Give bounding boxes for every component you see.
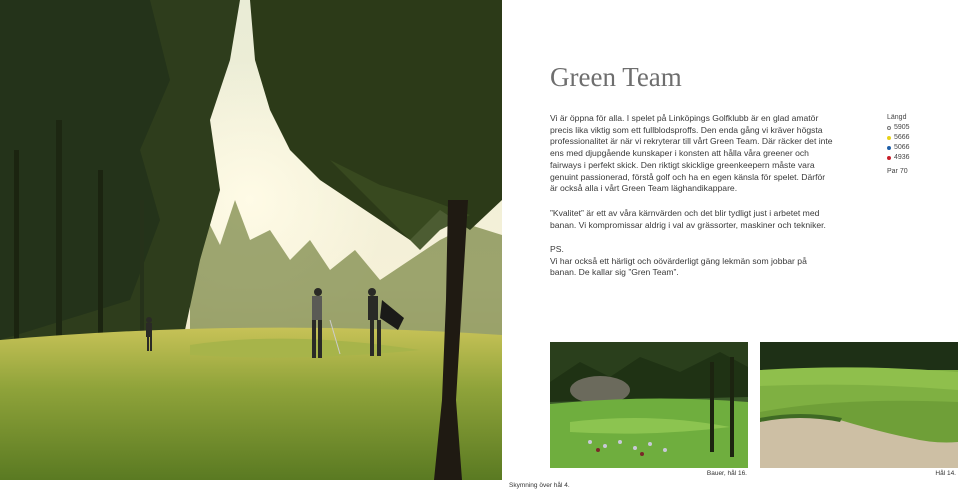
ps-label: PS. xyxy=(550,244,564,254)
tee-blue xyxy=(887,143,910,153)
tee-yellow xyxy=(887,133,910,143)
tee-red xyxy=(887,153,910,163)
photo-hole-16 xyxy=(550,342,748,468)
par-value: Par 70 xyxy=(887,168,908,175)
intro-paragraph xyxy=(550,113,835,195)
ps-section xyxy=(550,244,835,279)
course-length xyxy=(887,113,910,177)
ps-text: Vi har också ett härligt och oövärderligt gäng lekmän som jobbar på banan. De kallar sig ”Gren Team”. xyxy=(550,255,807,278)
tee-value: 4936 xyxy=(894,154,910,161)
red-tee-icon xyxy=(887,156,891,160)
photo-hole-14 xyxy=(760,342,958,468)
tee-value: 5066 xyxy=(894,144,910,151)
blue-tee-icon xyxy=(887,146,891,150)
length-header: Längd xyxy=(887,114,907,121)
thumb2-caption: Hål 14. xyxy=(935,470,956,477)
thumb1-caption: Bauer, hål 16. xyxy=(706,470,747,477)
hero-photo xyxy=(0,0,502,480)
hero-image xyxy=(0,0,502,480)
tee-white xyxy=(887,123,910,133)
hole-14-image xyxy=(760,342,958,468)
page-title: Green Team xyxy=(550,62,682,92)
hero-caption: Skymning över hål 4. xyxy=(509,482,570,489)
paragraph-2: ”Kvalitet” är ett av våra kärnvärden och det blir tydligt just i arbetet med banan. Vi kompromissar aldrig i val av grässorter, maskiner och tekniker. xyxy=(550,208,826,230)
tee-value: 5666 xyxy=(894,134,910,141)
paragraph-1: Vi är öppna för alla. I spelet på Linköpings Golfklubb är en glad amatör precis lika viktig som ett fullblodsproffs. Den enda gång vi kräver högsta professionalitet är när vi rekryterar till vårt Green Team. Där räcker det inte ens med djupgående kunskaper i konsten att hålla våra greener och fairways i perfekt skick. Den riktigt skicklige greenkeepern måste vara genuint passionerad, förstå golf och ha en egen känsla för spelet. Därför är också alla i vårt Green Team läghandikappare. xyxy=(550,113,833,194)
tee-value: 5905 xyxy=(894,124,910,131)
yellow-tee-icon xyxy=(887,136,891,140)
white-tee-icon xyxy=(887,126,891,130)
hole-16-image xyxy=(550,342,748,468)
